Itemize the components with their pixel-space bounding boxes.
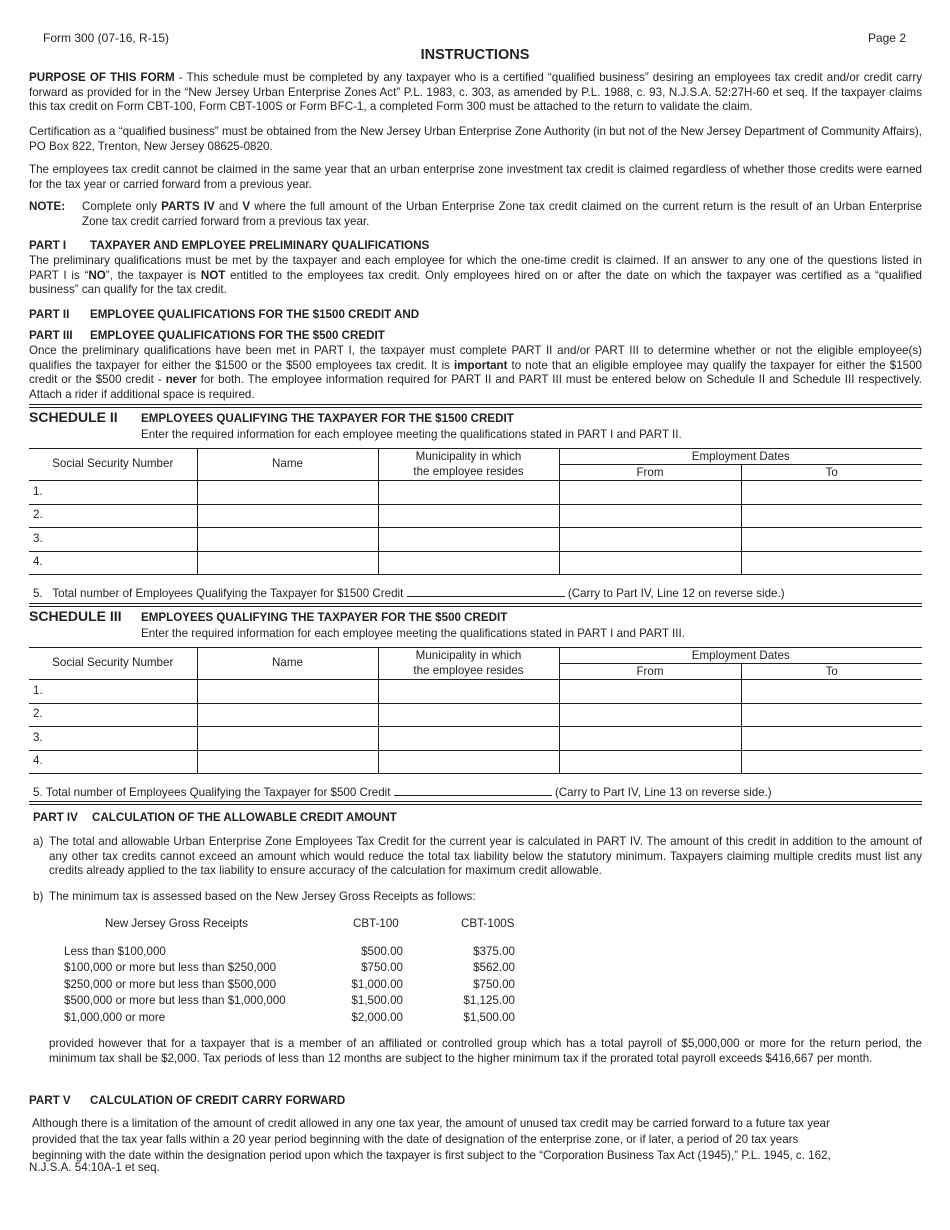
col-header-municipality bbox=[378, 648, 559, 680]
purpose-text: - This schedule must be completed by any taxpayer who is a certified “qualified business” desiring an employees tax credit and/or credit carry forward as provided for in the “New Jersey Urban Enterprise Zones Act” P.L. 1983, c. 303, as amended by P.L. 1988, c. 93, N.J.S.A. 52:27H-60 et seq. If the taxpayer claims this tax credit on Form CBT-100, Form CBT-100S or Form BFC-1, a completed Form 300 must be attached to the return to validate the claim. bbox=[29, 71, 922, 114]
name-cell[interactable] bbox=[197, 680, 378, 704]
schedule3-top-rule bbox=[29, 603, 922, 607]
row-number: 2. bbox=[29, 504, 197, 528]
name-cell[interactable] bbox=[197, 551, 378, 575]
part1-text-1: The preliminary qualifications must be met by the taxpayer and each employee for which the one-time credit is claimed. If an answer to any one of the questions listed in PART I is “ bbox=[29, 254, 922, 282]
schedule3-title: EMPLOYEES QUALIFYING THE TAXPAYER FOR THE $500 CREDIT bbox=[141, 611, 508, 624]
name-cell[interactable] bbox=[197, 481, 378, 505]
from-date-cell[interactable] bbox=[559, 703, 741, 727]
part5-line-4: N.J.S.A. 54:10A-1 et seq. bbox=[29, 1161, 160, 1174]
part3-heading bbox=[29, 329, 385, 344]
part3-title: EMPLOYEE QUALIFICATIONS FOR THE $500 CREDIT bbox=[90, 329, 385, 342]
purpose-paragraph bbox=[29, 71, 922, 115]
from-date-cell[interactable] bbox=[559, 727, 741, 751]
min-tax-col-cbt100s: CBT-100S bbox=[461, 917, 515, 930]
col-header-to: To bbox=[741, 465, 922, 481]
min-tax-cbt100: $500.00 bbox=[361, 945, 403, 958]
table-row bbox=[29, 481, 922, 505]
part1-label: PART I bbox=[29, 239, 67, 252]
col-header-name: Name bbox=[197, 648, 378, 680]
col-header-ssn: Social Security Number bbox=[29, 648, 197, 680]
part3-bold-1: important bbox=[454, 358, 508, 372]
schedule3-subtitle: Enter the required information for each employee meeting the qualifications stated in PART I and PART III. bbox=[141, 627, 685, 640]
part1-bold-1: NO bbox=[88, 268, 106, 282]
min-tax-cbt100s: $375.00 bbox=[473, 945, 515, 958]
from-date-cell[interactable] bbox=[559, 551, 741, 575]
part4-label: PART IV bbox=[33, 811, 78, 824]
col-header-municipality-line1: Municipality in which bbox=[415, 648, 522, 662]
note-text-2: and bbox=[214, 200, 243, 213]
schedule2-total-field[interactable] bbox=[407, 585, 565, 597]
col-header-to: To bbox=[741, 664, 922, 680]
col-header-municipality bbox=[378, 449, 559, 481]
item-a-marker: a) bbox=[33, 835, 44, 848]
min-tax-receipts: $250,000 or more but less than $500,000 bbox=[64, 978, 277, 991]
row-number: 3. bbox=[29, 727, 197, 751]
municipality-cell[interactable] bbox=[378, 504, 559, 528]
col-header-ssn: Social Security Number bbox=[29, 449, 197, 481]
to-date-cell[interactable] bbox=[741, 680, 922, 704]
row-number: 4. bbox=[29, 551, 197, 575]
table-row bbox=[29, 504, 922, 528]
part1-paragraph bbox=[29, 254, 922, 298]
min-tax-cbt100s: $750.00 bbox=[473, 978, 515, 991]
item-b-marker: b) bbox=[33, 890, 44, 903]
table-row bbox=[29, 750, 922, 774]
part1-text-2: ”, the taxpayer is bbox=[105, 268, 201, 282]
to-date-cell[interactable] bbox=[741, 703, 922, 727]
to-date-cell[interactable] bbox=[741, 528, 922, 552]
part4-item-a bbox=[33, 835, 922, 879]
form-identifier: Form 300 (07-16, R-15) bbox=[43, 31, 170, 45]
note-text-1: Complete only bbox=[82, 200, 162, 213]
to-date-cell[interactable] bbox=[741, 504, 922, 528]
from-date-cell[interactable] bbox=[559, 680, 741, 704]
item-b-text: The minimum tax is assessed based on the New Jersey Gross Receipts as follows: bbox=[49, 890, 476, 903]
min-tax-cbt100: $2,000.00 bbox=[351, 1011, 403, 1024]
note-bold-1: PARTS IV bbox=[161, 200, 215, 213]
municipality-cell[interactable] bbox=[378, 551, 559, 575]
part5-line-2: provided that the tax year falls within a 20 year period beginning with the date of designation of the enterprise zone, or if later, a period of 20 tax years bbox=[32, 1133, 799, 1146]
part1-bold-2: NOT bbox=[200, 268, 226, 282]
part2-title: EMPLOYEE QUALIFICATIONS FOR THE $1500 CREDIT AND bbox=[90, 308, 420, 321]
name-cell[interactable] bbox=[197, 727, 378, 751]
row-number: 1. bbox=[29, 680, 197, 704]
table-row bbox=[29, 727, 922, 751]
municipality-cell[interactable] bbox=[378, 528, 559, 552]
min-tax-cbt100s: $562.00 bbox=[473, 961, 515, 974]
col-header-from: From bbox=[559, 664, 741, 680]
item-a-text: The total and allowable Urban Enterprise Zone Employees Tax Credit for the current year is calculated in PART IV. The amount of this credit in addition to the amount of any other tax credits cannot exceed an amount which would reduce the total tax liability below the statutory minimum. Taxpayers claiming multiple credits must list any credits already applied to the tax liability to ensure accuracy of the calculation for maximum credit allowable. bbox=[49, 835, 922, 878]
part1-title: TAXPAYER AND EMPLOYEE PRELIMINARY QUALIFICATIONS bbox=[90, 239, 430, 252]
proviso-paragraph: provided however that for a taxpayer that is a member of an affiliated or controlled group which has a total payroll of $5,000,000 or more for the return period, the minimum tax shall be $2,000. Tax periods of less than 12 months are subject to the higher minimum tax if the prorated total payroll exceeds $416,667 per month. bbox=[49, 1037, 922, 1065]
schedule2-table bbox=[29, 448, 922, 575]
part2-heading bbox=[29, 308, 419, 323]
min-tax-row bbox=[64, 961, 524, 978]
part4-heading bbox=[33, 811, 397, 826]
total-line-number: 5. bbox=[33, 587, 43, 600]
min-tax-row bbox=[64, 1011, 524, 1028]
page-title: INSTRUCTIONS bbox=[420, 47, 530, 63]
carry-instruction: (Carry to Part IV, Line 12 on reverse side.) bbox=[567, 587, 785, 600]
min-tax-row bbox=[64, 994, 524, 1011]
min-tax-col-cbt100: CBT-100 bbox=[353, 917, 399, 930]
min-tax-cbt100s: $1,500.00 bbox=[463, 1011, 515, 1024]
part2-label: PART II bbox=[29, 308, 70, 321]
carry-instruction: (Carry to Part IV, Line 13 on reverse side.) bbox=[554, 786, 772, 799]
note-block bbox=[29, 200, 922, 229]
certification-paragraph: Certification as a “qualified business” must be obtained from the New Jersey Urban Enterprise Zone Authority (in but not of the New Jersey Department of Community Affairs), PO Box 822, Trenton, New Jersey 08625-0820. bbox=[29, 125, 922, 153]
to-date-cell[interactable] bbox=[741, 750, 922, 774]
municipality-cell[interactable] bbox=[378, 727, 559, 751]
col-header-municipality-line1: Municipality in which bbox=[415, 449, 522, 463]
employees-credit-paragraph: The employees tax credit cannot be claimed in the same year that an urban enterprise zone investment tax credit is claimed regardless of whether those credits were earned for the tax year or carried forward from a previous year. bbox=[29, 163, 922, 191]
min-tax-receipts: Less than $100,000 bbox=[64, 945, 166, 958]
row-number: 1. bbox=[29, 481, 197, 505]
note-text bbox=[82, 200, 922, 229]
row-number: 2. bbox=[29, 703, 197, 727]
schedule2-total-line bbox=[33, 585, 785, 602]
part5-title: CALCULATION OF CREDIT CARRY FORWARD bbox=[90, 1094, 346, 1107]
part5-label: PART V bbox=[29, 1094, 71, 1107]
schedule3-bottom-rule bbox=[29, 801, 922, 805]
min-tax-cbt100: $750.00 bbox=[361, 961, 403, 974]
schedule3-total-line bbox=[33, 784, 772, 801]
min-tax-row bbox=[64, 945, 524, 962]
part3-text-1: Once the preliminary qualifications have been met in PART I, the taxpayer must complete PART II and/or PART III to determine whether or not the eligible employee(s) qualifies the taxpayer for either the $1500 or the $500 employees tax credit. It is bbox=[29, 344, 922, 372]
min-tax-cbt100s: $1,125.00 bbox=[463, 994, 515, 1007]
row-number: 4. bbox=[29, 750, 197, 774]
col-header-employment-dates: Employment Dates bbox=[559, 648, 922, 664]
col-header-name: Name bbox=[197, 449, 378, 481]
from-date-cell[interactable] bbox=[559, 481, 741, 505]
note-bold-2: V bbox=[242, 200, 251, 213]
min-tax-cbt100: $1,000.00 bbox=[351, 978, 403, 991]
schedule2-subtitle: Enter the required information for each employee meeting the qualifications stated in PART I and PART II. bbox=[141, 428, 682, 441]
name-cell[interactable] bbox=[197, 528, 378, 552]
name-cell[interactable] bbox=[197, 504, 378, 528]
name-cell[interactable] bbox=[197, 703, 378, 727]
table-row bbox=[29, 551, 922, 575]
col-header-municipality-line2: the employee resides bbox=[413, 464, 524, 478]
part5-line-1: Although there is a limitation of the amount of credit allowed in any one tax year, the amount of unused tax credit may be carried forward to a future tax year bbox=[32, 1117, 830, 1130]
total-line-number: 5. bbox=[33, 786, 43, 799]
row-number: 3. bbox=[29, 528, 197, 552]
schedule3-label: SCHEDULE III bbox=[29, 608, 122, 624]
col-header-municipality-line2: the employee resides bbox=[413, 663, 524, 677]
total-line-text: Total number of Employees Qualifying the Taxpayer for $500 Credit bbox=[45, 786, 391, 799]
part5-line-3: beginning with the date within the designation period upon which the taxpayer is first subject to the “Corporation Business Tax Act (1945),” P.L. 1945, c. 162, bbox=[32, 1149, 831, 1162]
note-label: NOTE: bbox=[29, 200, 66, 213]
page-number: Page 2 bbox=[867, 31, 906, 45]
total-line-text: Total number of Employees Qualifying the Taxpayer for $1500 Credit bbox=[52, 587, 404, 600]
part3-paragraph bbox=[29, 344, 922, 402]
schedule2-title: EMPLOYEES QUALIFYING THE TAXPAYER FOR THE $1500 CREDIT bbox=[141, 412, 514, 425]
table-row bbox=[29, 528, 922, 552]
name-cell[interactable] bbox=[197, 750, 378, 774]
from-date-cell[interactable] bbox=[559, 504, 741, 528]
col-header-from: From bbox=[559, 465, 741, 481]
to-date-cell[interactable] bbox=[741, 727, 922, 751]
min-tax-receipts: $1,000,000 or more bbox=[64, 1011, 166, 1024]
part4-item-b bbox=[33, 890, 922, 905]
part4-title: CALCULATION OF THE ALLOWABLE CREDIT AMOUNT bbox=[92, 811, 397, 824]
municipality-cell[interactable] bbox=[378, 750, 559, 774]
from-date-cell[interactable] bbox=[559, 528, 741, 552]
min-tax-row bbox=[64, 978, 524, 995]
note-text-3: where the full amount of the Urban Enterprise Zone tax credit claimed on the current return is the result of an Urban Enterprise Zone tax credit carried forward from a previous tax year. bbox=[82, 200, 922, 228]
to-date-cell[interactable] bbox=[741, 551, 922, 575]
part1-heading bbox=[29, 239, 429, 254]
table-row bbox=[29, 680, 922, 704]
schedule3-total-field[interactable] bbox=[394, 784, 552, 796]
part3-bold-2: never bbox=[165, 373, 197, 387]
municipality-cell[interactable] bbox=[378, 680, 559, 704]
table-row bbox=[29, 703, 922, 727]
min-tax-col-receipts: New Jersey Gross Receipts bbox=[105, 917, 249, 930]
schedule3-table bbox=[29, 647, 922, 774]
schedule2-label: SCHEDULE II bbox=[29, 409, 118, 425]
from-date-cell[interactable] bbox=[559, 750, 741, 774]
municipality-cell[interactable] bbox=[378, 481, 559, 505]
part5-heading bbox=[29, 1094, 345, 1109]
schedule2-top-rule bbox=[29, 404, 922, 408]
part3-text-2: to note that an eligible employee may qualify the taxpayer for either the $1500 credit or the $500 credit - bbox=[29, 358, 922, 387]
col-header-employment-dates: Employment Dates bbox=[559, 449, 922, 465]
min-tax-cbt100: $1,500.00 bbox=[351, 994, 403, 1007]
min-tax-receipts: $100,000 or more but less than $250,000 bbox=[64, 961, 277, 974]
part1-text-3: entitled to the employees tax credit. Only employees hired on or after the date on which the taxpayer was certified as a “qualified business” can qualify for the tax credit. bbox=[29, 268, 922, 297]
purpose-label: PURPOSE OF THIS FORM bbox=[29, 71, 175, 84]
part3-text-3: for both. The employee information required for PART II and PART III must be entered below on Schedule II and Schedule III respectively. Attach a rider if additional space is required. bbox=[29, 373, 922, 401]
min-tax-receipts: $500,000 or more but less than $1,000,000 bbox=[64, 994, 286, 1007]
municipality-cell[interactable] bbox=[378, 703, 559, 727]
part3-label: PART III bbox=[29, 329, 73, 342]
to-date-cell[interactable] bbox=[741, 481, 922, 505]
